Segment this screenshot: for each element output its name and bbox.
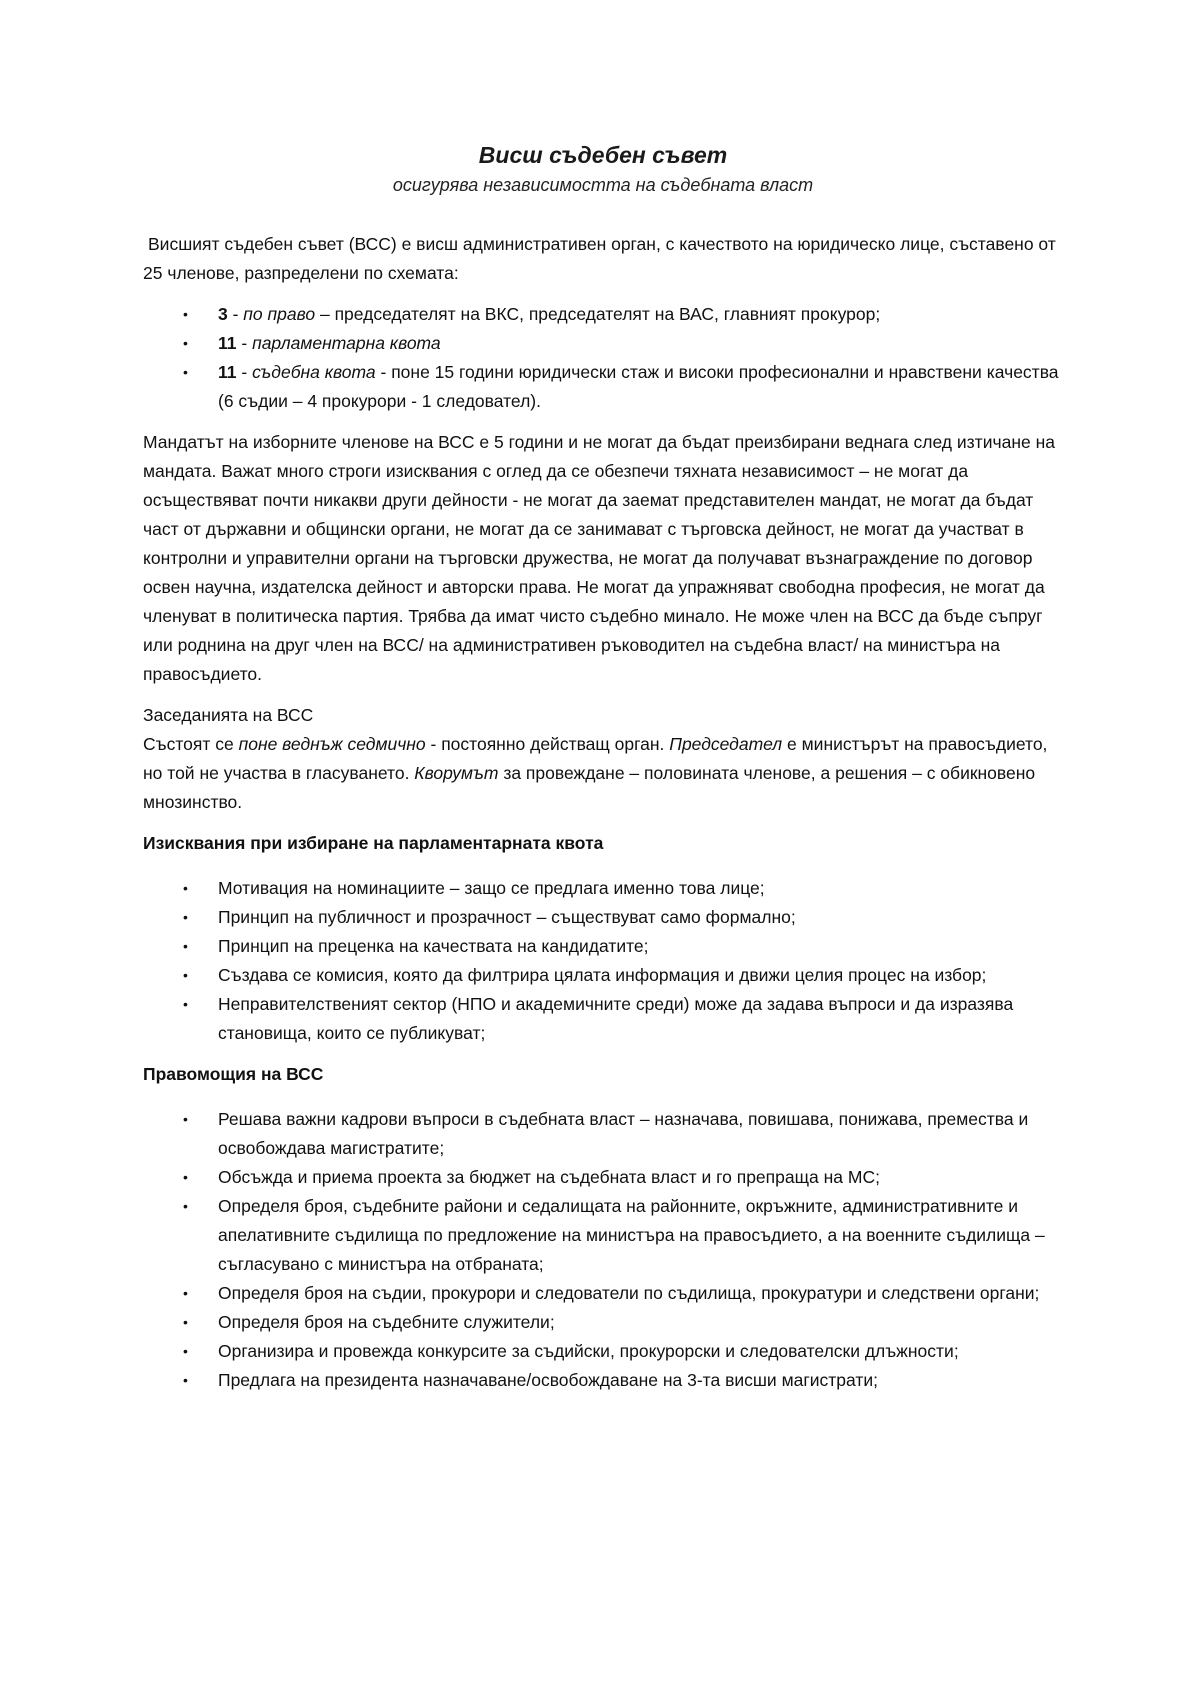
intro-paragraph: Висшият съдебен съвет (ВСС) е висш административен орган, с качеството на юридическо лице, съставено от 25 членове, разпределени по схемата:: [143, 234, 1056, 283]
list-item: [143, 903, 1063, 932]
composition-label: по право: [243, 304, 316, 324]
mandate-paragraph: Мандатът на изборните членове на ВСС е 5 години и не могат да бъдат преизбирани веднага след изтичане на мандата. Важат много строги изисквания с оглед да се обезпечи тяхната независимост – не могат да осъществяват почти никакви други дейности - не могат да заемат представителен мандат, не могат да бъдат част от държавни и общински органи, не могат да се занимават с търговска дейност, не могат да участват в контролни и управителни органи на търговски дружества, не могат да получават възнаграждение по договор освен научна, издателска дейност и авторски права. Не могат да упражняват свободна професия, не могат да членуват в политическа партия. Трябва да имат чисто съдебно минало. Не може член на ВСС да бъде съпруг или роднина на друг член на ВСС/ на административен ръководител на съдебна власт/ на министъра на правосъдието.: [143, 432, 1055, 684]
bullet-icon: •: [183, 1111, 188, 1127]
bullet-icon: •: [183, 996, 188, 1012]
requirements-list: [143, 874, 1063, 1048]
composition-count: 11: [218, 333, 237, 353]
sessions-emphasis: Председател: [669, 734, 783, 754]
list-item: [143, 358, 1063, 416]
composition-label: парламентарна квота: [252, 333, 441, 353]
sessions-emphasis: поне веднъж седмично: [238, 734, 426, 754]
bullet-icon: •: [183, 967, 188, 983]
sessions-heading: Заседанията на ВСС: [143, 705, 314, 725]
composition-separator: -: [227, 304, 244, 324]
list-item: [143, 1279, 1063, 1308]
bullet-icon: •: [183, 938, 188, 954]
bullet-icon: •: [183, 306, 188, 322]
list-item: [143, 874, 1063, 903]
sessions-text: - постоянно действащ орган.: [425, 734, 670, 754]
list-item-text: Неправителственият сектор (НПО и академичните среди) може да задава въпроси и да изразява становища, които се публикуват;: [218, 994, 1014, 1043]
composition-label: съдебна квота: [252, 362, 376, 382]
sessions-text: е министърът на правосъдието, но той не участва в гласуването.: [143, 734, 1048, 783]
bullet-icon: •: [183, 909, 188, 925]
composition-list: [143, 300, 1063, 416]
composition-text: – председателят на ВКС, председателят на ВАС, главният прокурор;: [315, 304, 881, 324]
list-item: [143, 1366, 1063, 1395]
list-item-text: Решава важни кадрови въпроси в съдебната власт – назначава, повишава, понижава, премества и освобождава магистратите;: [218, 1109, 1029, 1158]
bullet-icon: •: [183, 364, 188, 380]
bullet-icon: •: [183, 335, 188, 351]
composition-text: - поне 15 години юридически стаж и високи професионални и нравствени качества (6 съдии – 4 прокурори - 1 следовател).: [218, 362, 1059, 411]
powers-heading: Правомощия на ВСС: [143, 1064, 324, 1084]
list-item: [143, 1308, 1063, 1337]
powers-list: [143, 1105, 1063, 1395]
list-item: [143, 300, 1063, 329]
list-item-text: Мотивация на номинациите – защо се предлага именно това лице;: [218, 878, 765, 898]
requirements-heading: Изисквания при избиране на парламентарната квота: [143, 833, 604, 853]
document-title: Висш съдебен съвет: [478, 142, 728, 168]
list-item-text: Организира и провежда конкурсите за съдийски, прокурорски и следователски длъжности;: [218, 1341, 959, 1361]
sessions-text: Състоят се: [143, 734, 239, 754]
bullet-icon: •: [183, 1169, 188, 1185]
sessions-text: за провеждане – половината членове, а решения – с обикновено мнозинство.: [143, 763, 1036, 812]
list-item-text: Обсъжда и приема проекта за бюджет на съдебната власт и го препраща на МС;: [218, 1167, 880, 1187]
bullet-icon: •: [183, 1285, 188, 1301]
bullet-icon: •: [183, 1343, 188, 1359]
list-item-text: Принцип на публичност и прозрачност – съществуват само формално;: [218, 907, 796, 927]
document-body: [143, 140, 1063, 1407]
list-item-text: Определя броя на съдебните служители;: [218, 1312, 555, 1332]
list-item-text: Принцип на преценка на качествата на кандидатите;: [218, 936, 649, 956]
composition-count: 11: [218, 362, 237, 382]
list-item: [143, 1337, 1063, 1366]
bullet-icon: •: [183, 1372, 188, 1388]
bullet-icon: •: [183, 1314, 188, 1330]
composition-separator: -: [236, 362, 253, 382]
list-item-text: Определя броя, съдебните райони и седалищата на районните, окръжните, административните и апелативните съдилища по предложение на министъра на правосъдието, а на военните съдилища – съгласувано с министъра на отбраната;: [218, 1196, 1045, 1274]
list-item: [143, 990, 1063, 1048]
list-item-text: Създава се комисия, която да филтрира цялата информация и движи целия процес на избор;: [218, 965, 987, 985]
list-item: [143, 1163, 1063, 1192]
composition-count: 3: [218, 304, 228, 324]
list-item-text: Предлага на президента назначаване/освобождаване на 3-та висши магистрати;: [218, 1370, 878, 1390]
list-item: [143, 961, 1063, 990]
sessions-emphasis: Кворумът: [414, 763, 499, 783]
list-item: [143, 329, 1063, 358]
composition-separator: -: [236, 333, 253, 353]
list-item-text: Определя броя на съдии, прокурори и следователи по съдилища, прокуратури и следствени органи;: [218, 1283, 1040, 1303]
document-subtitle: осигурява независимостта на съдебната власт: [392, 175, 814, 195]
list-item: [143, 1192, 1063, 1279]
bullet-icon: •: [183, 1198, 188, 1214]
sessions-paragraph: [143, 730, 1063, 817]
list-item: [143, 1105, 1063, 1163]
list-item: [143, 932, 1063, 961]
bullet-icon: •: [183, 880, 188, 896]
